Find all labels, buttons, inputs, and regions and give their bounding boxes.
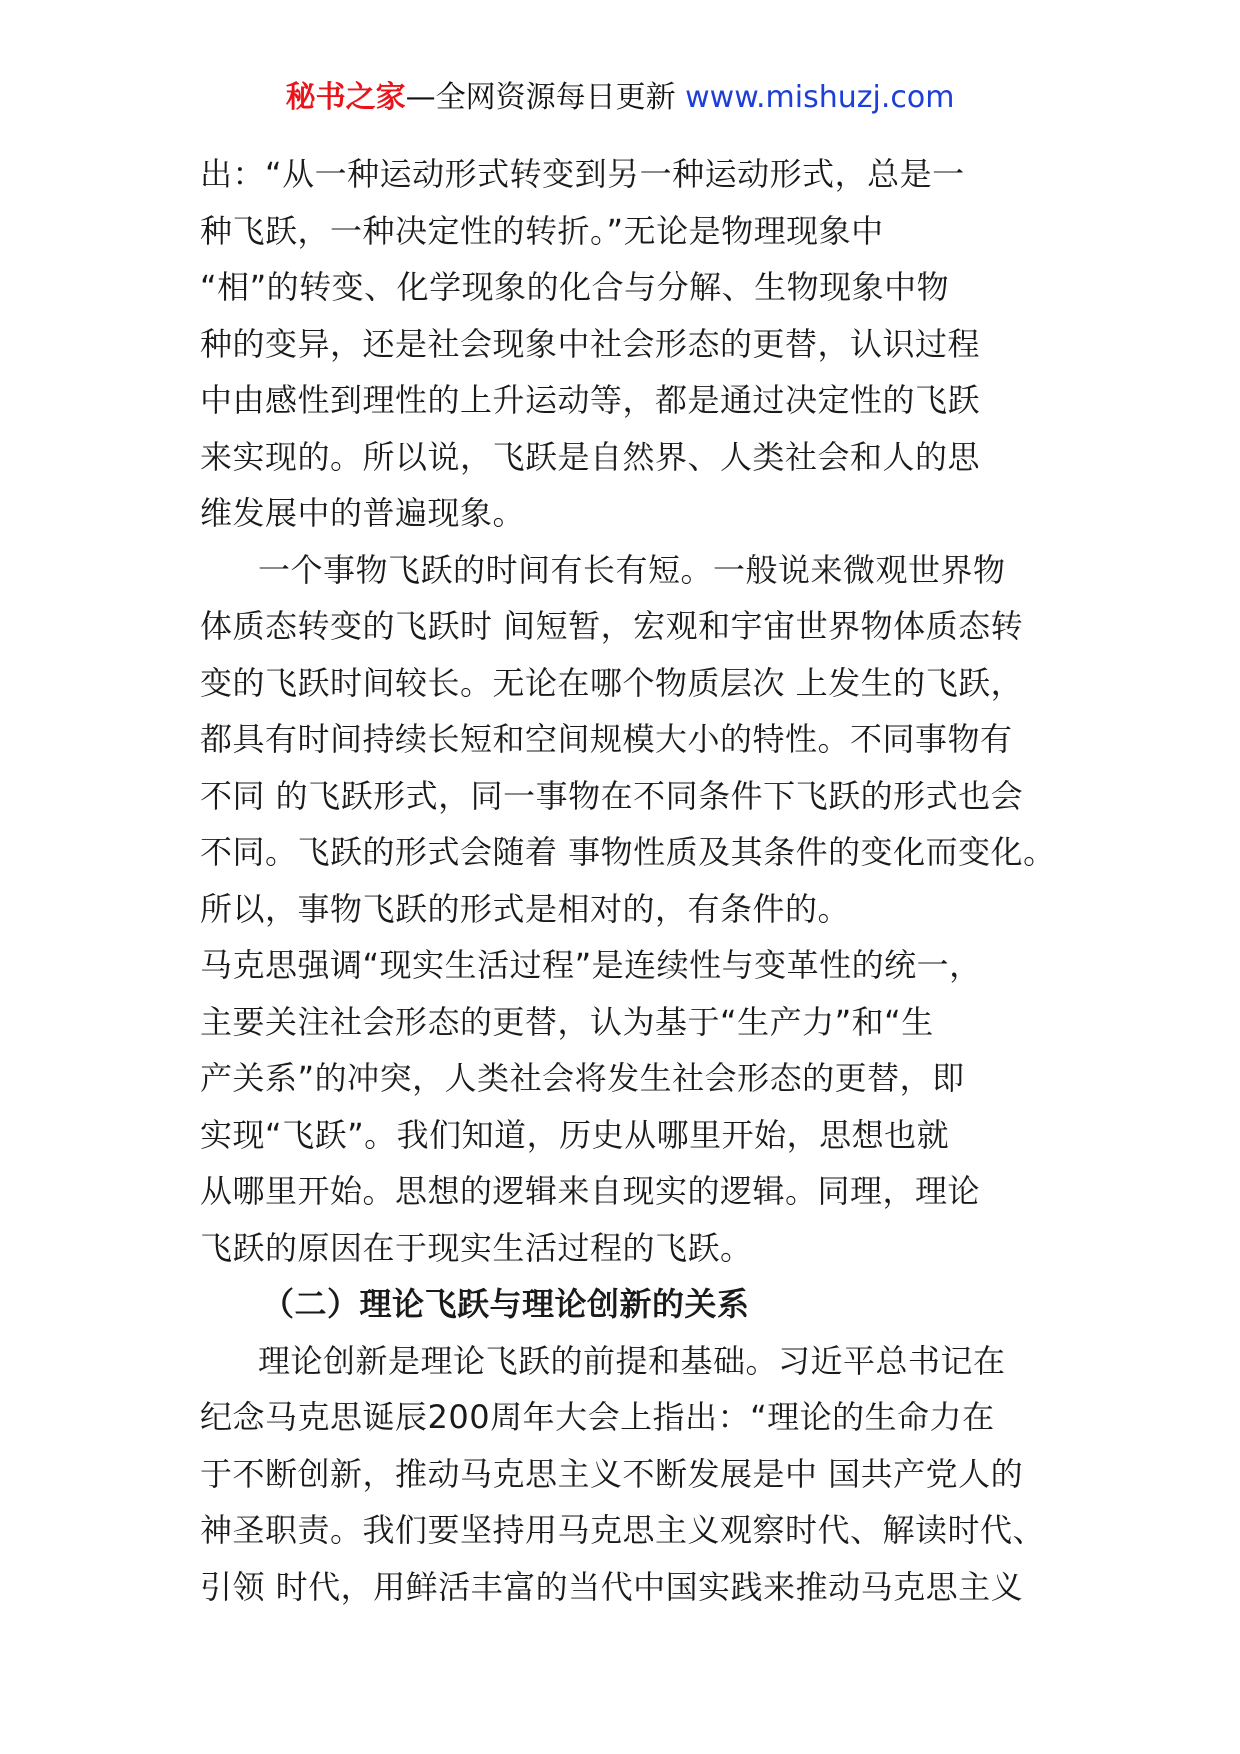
- text-line: 引领 时代，用鲜活丰富的当代中国实践来推动马克思主义: [200, 1567, 1024, 1606]
- text-line: 维发展中的普遍现象。: [200, 494, 526, 532]
- page-header: [0, 78, 1240, 118]
- text-line: 不同。飞跃的形式会随着 事物性质及其条件的变化而变化。: [200, 833, 1056, 871]
- text-line: 神圣职责。我们要坚持用马克思主义观察时代、解读时代、: [200, 1511, 1046, 1549]
- text-line: 来实现的。所以说，飞跃是自然界、人类社会和人的思: [200, 437, 981, 476]
- text-line: 所以，事物飞跃的形式是相对的，有条件的。: [200, 889, 851, 928]
- document-body: [200, 146, 1060, 1615]
- paragraph-first-line: 理论创新是理论飞跃的前提和基础。习近平总书记在: [258, 1341, 1006, 1380]
- text-line: 飞跃的原因在于现实生活过程的飞跃。: [200, 1228, 753, 1267]
- text-line: 中由感性到理性的上升运动等，都是通过决定性的飞跃: [200, 381, 981, 419]
- text-line: 从哪里开始。思想的逻辑来自现实的逻辑。同理，理论: [200, 1172, 981, 1210]
- text-line: 主要关注社会形态的更替，认为基于“生产力”和“生: [200, 1002, 934, 1041]
- text-line: 纪念马克思诞辰200周年大会上指出：“理论的生命力在: [200, 1398, 995, 1436]
- text-line: 种的变异，还是社会现象中社会形态的更替，认识过程: [200, 324, 981, 363]
- paragraph-first-line: 马克思强调“现实生活过程”是连续性与变革性的统一，: [200, 946, 982, 984]
- text-line: 不同 的飞跃形式，同一事物在不同条件下飞跃的形式也会: [200, 776, 1024, 815]
- text-line: “相”的转变、化学现象的化合与分解、生物现象中物: [200, 268, 950, 306]
- header-tagline: —全网资源每日更新: [405, 80, 676, 115]
- section-heading: （二）理论飞跃与理论创新的关系: [262, 1285, 750, 1323]
- text-line: 种飞跃，一种决定性的转折。”无论是物理现象中: [200, 211, 884, 250]
- text-line: 于不断创新，推动马克思主义不断发展是中 国共产党人的: [200, 1454, 1024, 1493]
- text-line: 实现“飞跃”。我们知道，历史从哪里开始，思想也就: [200, 1115, 950, 1154]
- text-line: 体质态转变的飞跃时 间短暂，宏观和宇宙世界物体质态转: [200, 607, 1024, 645]
- text-line: 都具有时间持续长短和空间规模大小的特性。不同事物有: [200, 720, 1013, 758]
- paragraph-first-line: 一个事物飞跃的时间有长有短。一般说来微观世界物: [258, 550, 1006, 589]
- site-url-link[interactable]: www.mishuzj.com: [685, 80, 955, 115]
- brand-name: 秘书之家: [285, 80, 406, 115]
- text-line: 出：“从一种运动形式转变到另一种运动形式，总是一: [200, 155, 965, 193]
- text-line: 变的飞跃时间较长。无论在哪个物质层次 上发生的飞跃，: [200, 663, 1024, 702]
- text-line: 产关系”的冲突，人类社会将发生社会形态的更替，即: [200, 1059, 965, 1097]
